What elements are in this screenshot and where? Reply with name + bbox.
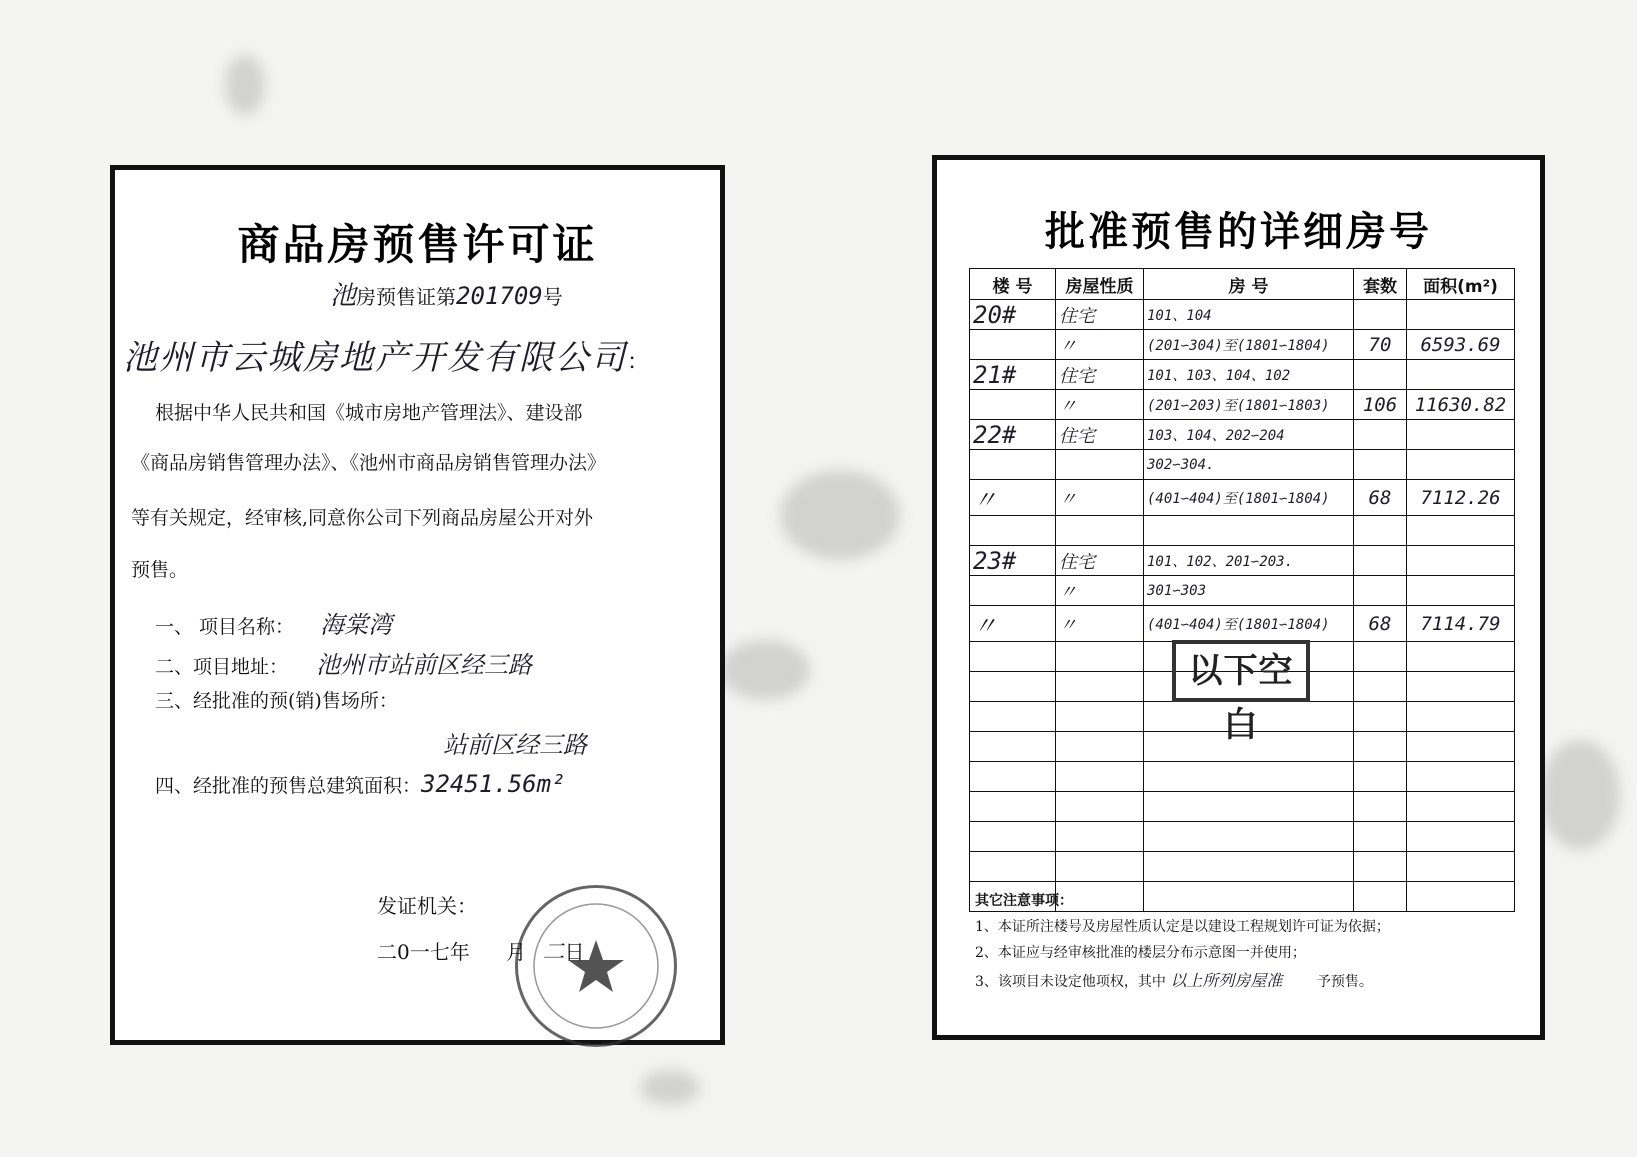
cell-building: 23#: [970, 546, 1056, 576]
cell-building: [970, 672, 1056, 702]
cell-area: [1407, 792, 1515, 822]
cell-area: [1407, 672, 1515, 702]
cell-unit-numbers: (401∽404)至(1801∽1804): [1144, 480, 1354, 516]
cell-property-type: 〃: [1056, 606, 1144, 642]
cell-unit-count: 68: [1354, 480, 1407, 516]
units-title: 批准预售的详细房号: [1045, 209, 1432, 255]
cell-property-type: 〃: [1056, 480, 1144, 516]
header-unit-count: 套数: [1354, 269, 1407, 300]
table-row: [970, 360, 1515, 390]
cell-property-type: 住宅: [1056, 420, 1144, 450]
cell-unit-numbers: 302∽304.: [1144, 450, 1354, 480]
official-seal: [515, 885, 677, 1047]
cell-area: 7112.26: [1407, 480, 1515, 516]
cell-unit-numbers: (201∽304)至(1801∽1804): [1144, 330, 1354, 360]
cell-unit-count: [1354, 732, 1407, 762]
scan-smudge: [720, 640, 810, 700]
cell-unit-count: [1354, 882, 1407, 912]
cell-area: [1407, 450, 1515, 480]
company-name-hw: 池州市云城房地产开发有限公司: [123, 338, 627, 378]
scan-smudge: [1540, 740, 1620, 850]
header-unit-numbers: 房 号: [1144, 269, 1354, 300]
cell-area: [1407, 642, 1515, 672]
cell-unit-count: 106: [1354, 390, 1407, 420]
cell-property-type: [1056, 732, 1144, 762]
note3-suffix: 予预售。: [1316, 974, 1373, 990]
item3-label: 三、经批准的预(销)售场所：: [155, 690, 398, 712]
cell-property-type: [1056, 672, 1144, 702]
table-row: [970, 822, 1515, 852]
cell-building: 〃: [970, 480, 1056, 516]
cell-unit-numbers: [1144, 882, 1354, 912]
cell-unit-numbers: 101、103、104、102: [1144, 360, 1354, 390]
cell-building: [970, 450, 1056, 480]
cell-unit-count: [1354, 702, 1407, 732]
item1-value-hw: 海棠湾: [320, 611, 393, 639]
cell-unit-count: [1354, 792, 1407, 822]
cell-building: 〃: [970, 606, 1056, 642]
note-2: 2、本证应与经审核批准的楼层分布示意图一并使用；: [975, 945, 1306, 961]
cell-unit-count: [1354, 360, 1407, 390]
cell-building: [970, 390, 1056, 420]
table-row: [970, 852, 1515, 882]
table-row: [970, 420, 1515, 450]
cert-suffix: 号: [542, 285, 563, 309]
cell-unit-count: [1354, 822, 1407, 852]
issue-date-line: [377, 935, 584, 966]
cell-property-type: 住宅: [1056, 300, 1144, 330]
cell-area: [1407, 576, 1515, 606]
cell-area: [1407, 852, 1515, 882]
cell-building: [970, 330, 1056, 360]
cell-unit-numbers: 301∽303: [1144, 576, 1354, 606]
body-line-1: 根据中华人民共和国《城市房地产管理法》、建设部: [155, 402, 583, 424]
note3-hw: 以上所列房屋准: [1170, 971, 1283, 990]
cell-unit-numbers: (401∽404)至(1801∽1804): [1144, 606, 1354, 642]
approved-units-panel: [932, 155, 1545, 1040]
table-row: [970, 762, 1515, 792]
date-day-hw: 二: [542, 940, 565, 965]
body-line-4: 预售。: [131, 559, 189, 581]
cell-property-type: 〃: [1056, 330, 1144, 360]
cell-property-type: 住宅: [1056, 546, 1144, 576]
cell-unit-numbers: 103、104、202∽204: [1144, 420, 1354, 450]
item-project-name: [155, 605, 392, 640]
note-1: 1、本证所注楼号及房屋性质认定是以建设工程规划许可证为依据；: [975, 919, 1390, 935]
issuer-label: 发证机关：: [377, 894, 477, 918]
cell-unit-numbers: 101、104: [1144, 300, 1354, 330]
scan-smudge: [640, 1070, 700, 1105]
cell-building: [970, 516, 1056, 546]
cell-property-type: [1056, 450, 1144, 480]
header-building: 楼 号: [970, 269, 1056, 300]
body-line-2: 《商品房销售管理办法》、《池州市商品房销售管理办法》: [131, 452, 607, 474]
cell-unit-count: [1354, 546, 1407, 576]
seal-star-icon: [518, 888, 674, 1044]
note-3: [975, 968, 1373, 991]
cell-property-type: [1056, 822, 1144, 852]
cell-unit-count: [1354, 852, 1407, 882]
cell-unit-numbers: [1144, 792, 1354, 822]
item-total-area: [155, 770, 566, 798]
item-sales-location: [155, 686, 398, 713]
cell-unit-numbers: (201∽203)至(1801∽1803): [1144, 390, 1354, 420]
table-row: [970, 546, 1515, 576]
table-row: [970, 390, 1515, 420]
cell-unit-numbers: 101、102、201∽203.: [1144, 546, 1354, 576]
table-row: [970, 330, 1515, 360]
item2-label: 二、项目地址：: [155, 656, 289, 678]
cert-prefix-hw: 池: [330, 281, 357, 311]
cell-unit-numbers: [1144, 852, 1354, 882]
cell-unit-count: 68: [1354, 606, 1407, 642]
cell-building: [970, 792, 1056, 822]
table-row: [970, 792, 1515, 822]
table-row: [970, 480, 1515, 516]
cell-property-type: [1056, 642, 1144, 672]
cell-unit-count: [1354, 762, 1407, 792]
cell-area: 6593.69: [1407, 330, 1515, 360]
cert-number-line: [330, 275, 563, 312]
cell-property-type: [1056, 702, 1144, 732]
cell-unit-numbers: [1144, 516, 1354, 546]
cell-area: [1407, 300, 1515, 330]
permit-title: 商品房预售许可证: [237, 220, 598, 269]
cell-unit-count: [1354, 642, 1407, 672]
company-suffix: ：: [627, 350, 650, 375]
cell-building: 22#: [970, 420, 1056, 450]
cell-property-type: 〃: [1056, 576, 1144, 606]
cell-unit-count: [1354, 420, 1407, 450]
table-row: [970, 516, 1515, 546]
cell-unit-numbers: [1144, 762, 1354, 792]
cell-area: 7114.79: [1407, 606, 1515, 642]
cell-area: [1407, 822, 1515, 852]
cell-building: [970, 762, 1056, 792]
cell-unit-count: [1354, 576, 1407, 606]
cell-area: [1407, 702, 1515, 732]
cell-area: [1407, 516, 1515, 546]
table-row: [970, 576, 1515, 606]
notes-title: 其它注意事项：: [975, 893, 1073, 909]
cell-area: [1407, 762, 1515, 792]
cell-unit-numbers: [1144, 822, 1354, 852]
cell-property-type: [1056, 792, 1144, 822]
cert-number-hw: 201709: [456, 282, 543, 310]
body-line-3: 等有关规定，经审核,同意你公司下列商品房屋公开对外: [131, 507, 594, 529]
note3-prefix: 3、该项目未设定他项权，其中: [975, 974, 1166, 990]
cell-property-type: 〃: [1056, 390, 1144, 420]
cell-property-type: [1056, 516, 1144, 546]
cell-property-type: [1056, 762, 1144, 792]
item4-value-hw: 32451.56m²: [421, 770, 566, 798]
cell-building: [970, 732, 1056, 762]
presale-permit-panel: [110, 165, 725, 1045]
item1-label: 一、 项目名称：: [155, 616, 295, 638]
item-project-address: [155, 645, 532, 680]
cell-unit-count: [1354, 516, 1407, 546]
cell-area: [1407, 420, 1515, 450]
cell-area: [1407, 360, 1515, 390]
date-prefix: 二0一七年: [377, 940, 470, 964]
table-row: [970, 300, 1515, 330]
cell-building: [970, 852, 1056, 882]
cell-area: [1407, 732, 1515, 762]
cell-building: 20#: [970, 300, 1056, 330]
header-area: 面积(m²): [1407, 269, 1515, 300]
cell-property-type: 住宅: [1056, 360, 1144, 390]
cell-area: [1407, 546, 1515, 576]
cell-unit-count: [1354, 300, 1407, 330]
table-row: [970, 450, 1515, 480]
cell-building: [970, 822, 1056, 852]
cell-area: 11630.82: [1407, 390, 1515, 420]
table-header-row: [970, 269, 1515, 300]
cell-building: [970, 702, 1056, 732]
item3-value-hw: 站前区经三路: [443, 731, 587, 759]
header-property-type: 房屋性质: [1056, 269, 1144, 300]
cell-building: [970, 642, 1056, 672]
issuer-line: [377, 890, 477, 919]
date-day-label: 日: [564, 940, 585, 964]
table-row: [970, 606, 1515, 642]
item2-value-hw: 池州市站前区经三路: [316, 651, 533, 679]
cell-building: [970, 576, 1056, 606]
date-month-label: 月: [506, 940, 527, 964]
cell-area: [1407, 882, 1515, 912]
scan-smudge: [225, 55, 265, 115]
units-table: [969, 268, 1515, 912]
cell-unit-count: [1354, 450, 1407, 480]
cell-building: 21#: [970, 360, 1056, 390]
item4-label: 四、经批准的预售总建筑面积：: [155, 775, 422, 797]
scan-smudge: [780, 470, 900, 560]
cell-property-type: [1056, 852, 1144, 882]
blank-below-stamp: 以下空白: [1172, 640, 1310, 702]
company-line: [123, 330, 649, 379]
cell-unit-count: [1354, 672, 1407, 702]
cert-label: 房预售证第: [356, 285, 457, 309]
cell-unit-count: 70: [1354, 330, 1407, 360]
